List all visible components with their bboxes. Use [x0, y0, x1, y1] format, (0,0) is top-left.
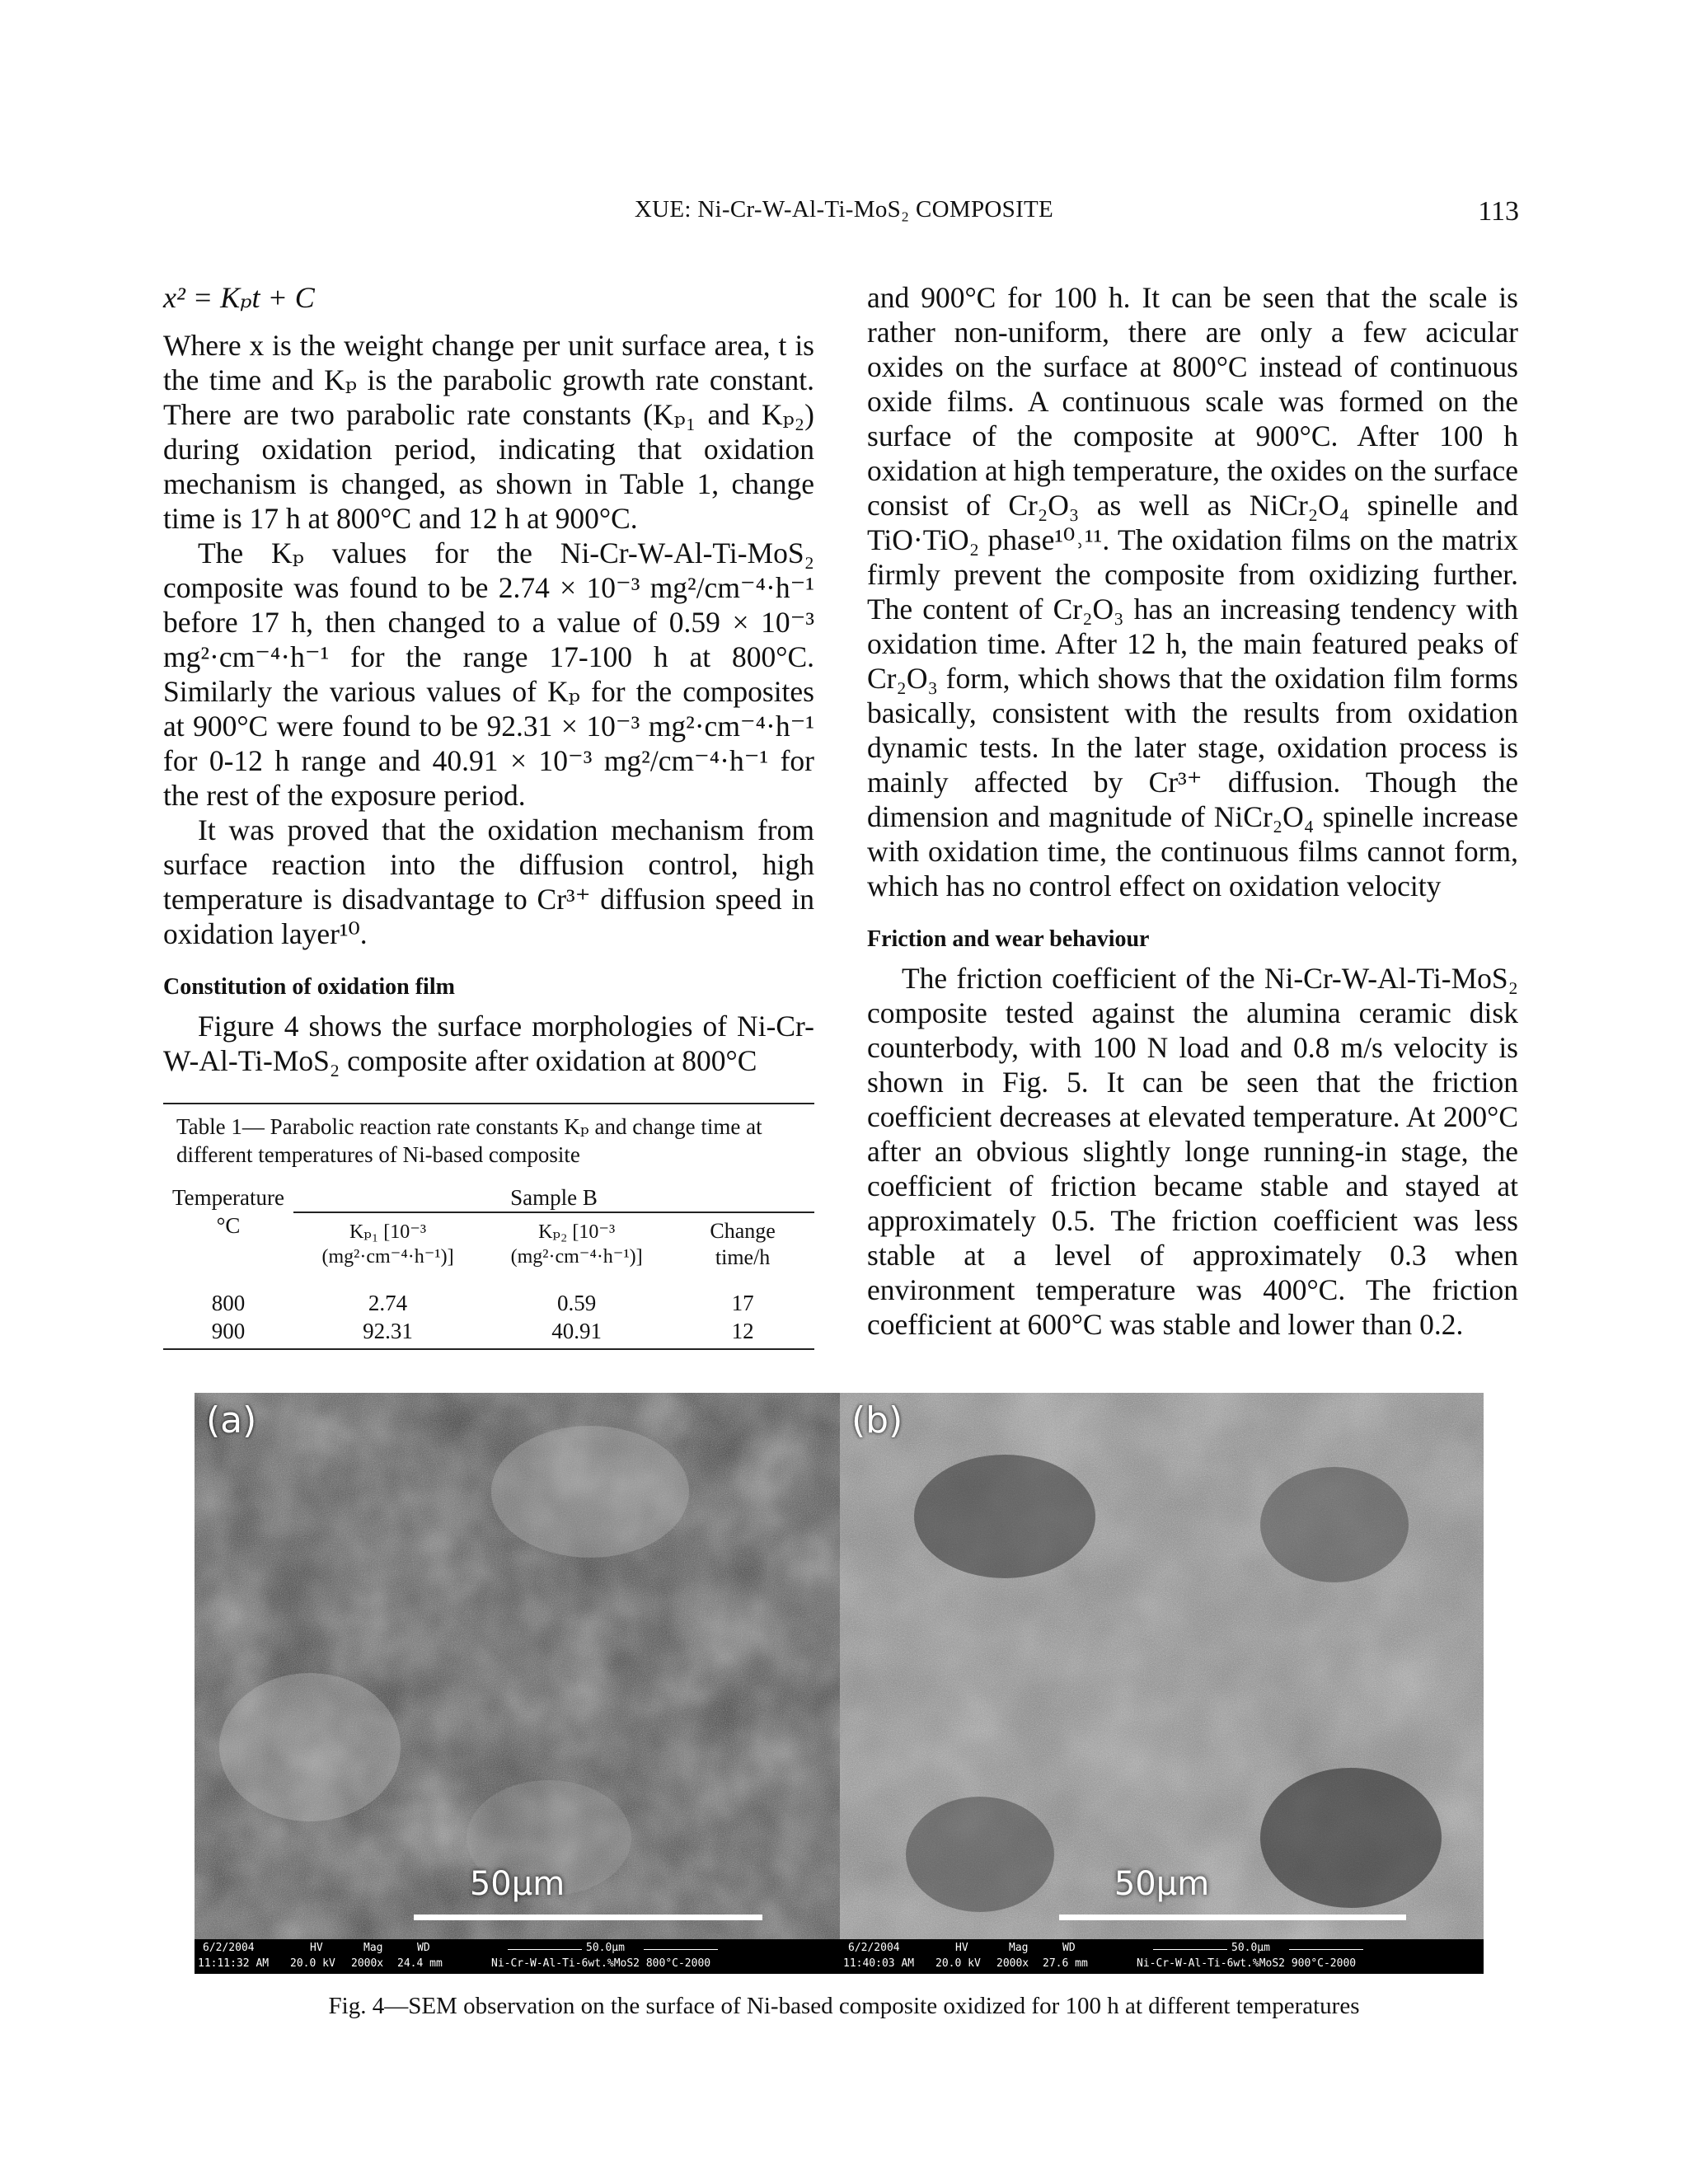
mag-label: Mag	[1009, 1942, 1029, 1954]
table-row	[163, 1289, 814, 1317]
wd-value: 24.4 mm	[397, 1957, 443, 1970]
sem-data-bar	[840, 1939, 1484, 1974]
time-value: 11:40:03 AM	[843, 1957, 915, 1970]
page-number: 113	[1478, 196, 1519, 227]
wd-value: 27.6 mm	[1043, 1957, 1088, 1970]
left-column	[163, 280, 814, 1078]
databar-line-right	[1289, 1949, 1363, 1950]
table-row	[163, 1317, 814, 1345]
table-cell: 0.59	[557, 1291, 597, 1315]
column-header-temperature: Temperature	[171, 1185, 285, 1210]
scale-label: 50μm	[469, 1865, 565, 1903]
table-cell: 900	[211, 1319, 246, 1343]
databar-line-right	[644, 1949, 718, 1950]
table-cell: 92.31	[363, 1319, 413, 1343]
bar-label: 50.0μm	[586, 1942, 625, 1954]
table-top-rule	[163, 1103, 814, 1104]
paragraph: Where x is the weight change per unit surface area, t is the time and Kₚ is the parabolic growth rate constant. There are two parabolic rate constants (Kₚ₁ and Kₚ₂) during oxidation period, indicating that oxidation mechanism is changed, as shown in Table 1, change time is 17 h at 800°C and 12 h at 900°C.	[163, 329, 814, 535]
figure-4	[195, 1393, 1484, 1974]
table-header-cell	[293, 1212, 482, 1271]
databar-line-left	[508, 1949, 582, 1950]
table-header-cell	[482, 1212, 671, 1271]
table-group-header: Sample B	[293, 1183, 814, 1212]
sem-data-bar	[195, 1939, 840, 1974]
date-value: 6/2/2004	[203, 1942, 255, 1954]
hv-value: 20.0 kV	[935, 1957, 981, 1970]
scale-bar	[840, 1865, 1484, 1923]
paragraph: The Kₚ values for the Ni-Cr-W-Al-Ti-MoS₂ composite was found to be 2.74 × 10⁻³ mg²/cm⁻⁴·h⁻¹ before 17 h, then changed to a value of 0.59 × 10⁻³ mg²·cm⁻⁴·h⁻¹ for the range 17-100 h at 800°C. Similarly the various values of Kₚ for the composites at 900°C were found to be 92.31 × 10⁻³ mg²·cm⁻⁴·h⁻¹ for 0-12 h range and 40.91 × 10⁻³ mg²/cm⁻⁴·h⁻¹ for the rest of the exposure period.	[163, 537, 814, 812]
column-header-kp2-unit: (mg²·cm⁻⁴·h⁻¹)]	[510, 1246, 643, 1268]
hv-label: HV	[955, 1942, 968, 1954]
table-cell: 12	[731, 1319, 754, 1343]
sample-value: Ni-Cr-W-Al-Ti-6wt.%MoS2 800°C-2000	[491, 1957, 711, 1970]
paragraph: It was proved that the oxidation mechanism from surface reaction into the diffusion control, high temperature is disadvantage to Cr³⁺ diffusion speed in oxidation layer¹⁰.	[163, 813, 814, 950]
paragraph: The friction coefficient of the Ni-Cr-W-Al-Ti-MoS₂ composite tested against the alumina ceramic disk counterbody, with 100 N load and 0.8 m/s velocity is shown in Fig. 5. It can be seen that the friction coefficient decreases at elevated temperature. At 200°C after an obvious slightly longe running-in stage, the coefficient of friction became stable and stayed at approximately 0.5. The friction coefficient was less stable at a level of approximately 0.3 when environment temperature was 400°C. The friction coefficient at 600°C was stable and lower than 0.2.	[867, 962, 1518, 1341]
section-heading: Constitution of oxidation film	[163, 974, 455, 1000]
scale-bar	[195, 1865, 840, 1923]
column-header-change: Change	[710, 1219, 776, 1243]
sample-value: Ni-Cr-W-Al-Ti-6wt.%MoS2 900°C-2000	[1137, 1957, 1357, 1970]
sem-panel-b	[840, 1393, 1484, 1974]
table-header-cell	[163, 1183, 293, 1271]
scale-line	[1059, 1915, 1407, 1920]
page-header	[0, 196, 1688, 229]
table-caption: Table 1— Parabolic reaction rate constants Kₚ and change time at different temperatures of Ni-based composite	[176, 1114, 762, 1167]
hv-value: 20.0 kV	[290, 1957, 335, 1970]
wd-label: WD	[1062, 1942, 1076, 1954]
date-value: 6/2/2004	[848, 1942, 900, 1954]
scale-label: 50μm	[1114, 1865, 1210, 1903]
table-spacer	[163, 1271, 814, 1289]
section-heading: Friction and wear behaviour	[867, 926, 1150, 952]
column-header-kp1-unit: (mg²·cm⁻⁴·h⁻¹)]	[321, 1246, 454, 1268]
column-header-kp2: Kₚ₂ [10⁻³	[538, 1221, 616, 1243]
table-bottom-rule	[163, 1348, 814, 1350]
bar-label: 50.0μm	[1231, 1942, 1270, 1954]
table-header-cell	[671, 1212, 814, 1271]
sem-panel-a	[195, 1393, 840, 1974]
data-table	[163, 1183, 814, 1345]
time-value: 11:11:32 AM	[198, 1957, 270, 1970]
panel-label: (a)	[206, 1399, 257, 1441]
running-head: XUE: Ni-Cr-W-Al-Ti-MoS₂ COMPOSITE	[634, 196, 1054, 223]
hv-label: HV	[310, 1942, 323, 1954]
mag-value: 2000x	[996, 1957, 1029, 1970]
figure-caption: Fig. 4—SEM observation on the surface of Ni-based composite oxidized for 100 h at different temperatures	[328, 1993, 1360, 2019]
table-cell: 40.91	[551, 1319, 603, 1343]
column-header-temperature-unit: °C	[216, 1213, 241, 1238]
databar-line-left	[1153, 1949, 1227, 1950]
right-column	[867, 280, 1518, 1342]
panel-label: (b)	[851, 1399, 903, 1441]
column-header-kp1: Kₚ₁ [10⁻³	[349, 1221, 427, 1243]
wd-label: WD	[417, 1942, 430, 1954]
equation: x² = Kₚt + C	[163, 281, 315, 314]
table-1	[163, 1103, 814, 1350]
mag-value: 2000x	[351, 1957, 384, 1970]
table-cell: 800	[211, 1291, 246, 1315]
table-cell: 17	[731, 1291, 754, 1315]
table-cell: 2.74	[368, 1291, 408, 1315]
column-header-change-unit: time/h	[715, 1245, 771, 1269]
paragraph: Figure 4 shows the surface morphologies of Ni-Cr-W-Al-Ti-MoS₂ composite after oxidation at 800°C	[163, 1010, 814, 1077]
mag-label: Mag	[363, 1942, 383, 1954]
paragraph: and 900°C for 100 h. It can be seen that the scale is rather non-uniform, there are only a few acicular oxides on the surface at 800°C instead of continuous oxide films. A continuous scale was formed on the surface of the composite at 900°C. After 100 h oxidation at high temperature, the oxides on the surface consist of Cr₂O₃ as well as NiCr₂O₄ spinelle and TiO·TiO₂ phase¹⁰˒¹¹. The oxidation films on the matrix firmly prevent the composite from oxidizing further. The content of Cr₂O₃ has an increasing tendency with oxidation time. After 12 h, the main featured peaks of Cr₂O₃ form, which shows that the oxidation film forms basically, consistent with the results from oxidation dynamic tests. In the later stage, oxidation process is mainly affected by Cr³⁺ diffusion. Though the dimension and magnitude of NiCr₂O₄ spinelle increase with oxidation time, the continuous films cannot form, which has no control effect on oxidation velocity	[867, 281, 1518, 902]
scale-line	[414, 1915, 762, 1920]
